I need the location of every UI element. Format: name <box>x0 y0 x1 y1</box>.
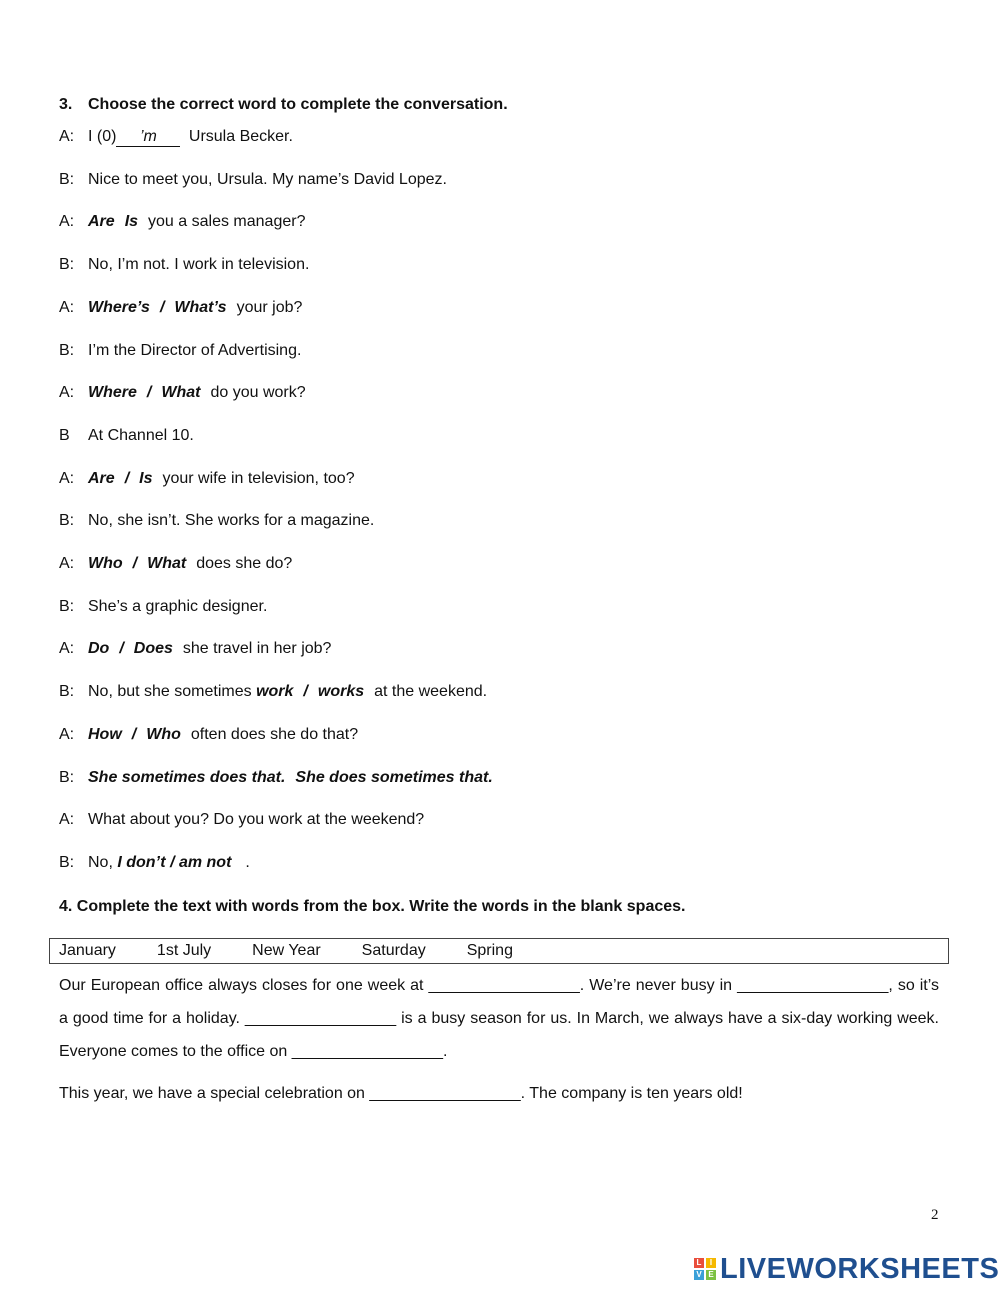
option-choice[interactable]: What <box>147 555 187 572</box>
option-choice[interactable]: Do <box>88 640 110 657</box>
dialogue-line <box>59 555 292 573</box>
dialogue-text: Ursula Becker. <box>184 128 293 145</box>
dialogue-text: No, she isn’t. She works for a magazine. <box>88 512 375 529</box>
dialogue-text: often does she do that? <box>190 726 359 743</box>
speaker-label: A: <box>59 555 75 572</box>
dialogue-line <box>59 769 499 787</box>
dialogue-line <box>59 128 293 147</box>
option-separator: / <box>131 726 137 743</box>
option-choice[interactable]: Are <box>88 213 115 230</box>
dialogue-line <box>59 726 358 744</box>
section-3-number: 3. <box>59 96 73 113</box>
word-box-item: January <box>59 942 116 959</box>
dialogue-line <box>59 213 305 231</box>
dialogue-text: She’s a graphic designer. <box>88 598 268 615</box>
logo-cube-letter: I <box>706 1258 716 1268</box>
dialogue-line <box>59 384 306 402</box>
option-choice[interactable]: What’s <box>174 299 227 316</box>
speaker-label: A: <box>59 128 75 145</box>
dialogue-text: you a sales manager? <box>148 213 306 230</box>
dialogue-line <box>59 171 447 189</box>
dialogue-line <box>59 427 194 445</box>
dialogue-text: your wife in television, too? <box>162 470 355 487</box>
logo-cube-letter: V <box>694 1270 704 1280</box>
word-box-item: New Year <box>252 942 321 959</box>
logo-cube-letter: E <box>706 1270 716 1280</box>
speaker-label: B: <box>59 512 75 529</box>
option-separator: / <box>124 470 130 487</box>
speaker-label: B: <box>59 598 75 615</box>
dialogue-text: I (0) <box>88 128 117 145</box>
option-choice[interactable]: How <box>88 726 122 743</box>
option-choice[interactable]: Where <box>88 384 137 401</box>
section-3-title: Choose the correct word to complete the conversation. <box>88 96 508 113</box>
section-4-paragraph-1: Our European office always closes for one week at _________________. We’re never busy in _________________, so it’s a good time for a holiday. _________________ is a busy season for us. In March, we always have a six-day working week. Everyone comes to the office on _________________. <box>59 977 939 1060</box>
speaker-label: B: <box>59 854 75 871</box>
option-choice[interactable]: Does <box>133 640 173 657</box>
option-choice[interactable]: work <box>256 683 294 700</box>
speaker-label: A: <box>59 726 75 743</box>
speaker-label: B <box>59 427 70 444</box>
speaker-label: A: <box>59 384 75 401</box>
option-choice[interactable]: Where’s <box>88 299 150 316</box>
dialogue-text: No, <box>88 854 118 871</box>
option-choice[interactable]: Is <box>124 213 139 230</box>
speaker-label: A: <box>59 213 75 230</box>
section-3-heading <box>59 96 508 114</box>
option-choice[interactable]: Who <box>146 726 181 743</box>
option-choice[interactable]: I don’t / am not <box>117 854 232 871</box>
option-separator: / <box>132 555 138 572</box>
option-choice[interactable]: works <box>317 683 365 700</box>
dialogue-text: do you work? <box>210 384 306 401</box>
word-box-item: Spring <box>466 942 513 959</box>
speaker-label: A: <box>59 299 75 316</box>
logo-text: LIVEWORKSHEETS <box>720 1252 1000 1285</box>
option-separator: / <box>146 384 152 401</box>
option-separator: / <box>119 640 124 657</box>
word-box-item: Saturday <box>361 942 426 959</box>
section-4-paragraph-2: This year, we have a special celebration on _________________. The company is ten years old! <box>59 1085 743 1102</box>
option-choice[interactable]: Who <box>88 555 123 572</box>
dialogue-line <box>59 683 487 701</box>
speaker-label: B: <box>59 171 75 188</box>
dialogue-line <box>59 640 331 658</box>
dialogue-text: . <box>245 854 250 871</box>
dialogue-line <box>59 512 374 530</box>
dialogue-line <box>59 811 424 829</box>
speaker-label: B: <box>59 683 75 700</box>
dialogue-line <box>59 470 355 488</box>
word-box <box>49 938 949 964</box>
speaker-label: B: <box>59 256 75 273</box>
section-4-heading: 4. Complete the text with words from the box. Write the words in the blank spaces. <box>59 898 686 915</box>
speaker-label: A: <box>59 811 75 828</box>
option-separator: / <box>159 299 165 316</box>
dialogue-text: she travel in her job? <box>182 640 332 657</box>
dialogue-text: does she do? <box>196 555 293 572</box>
word-box-item: 1st July <box>156 942 212 959</box>
option-separator: / <box>303 683 308 700</box>
dialogue-text: No, but she sometimes <box>88 683 257 700</box>
option-choice[interactable]: She sometimes does that. <box>88 769 286 786</box>
dialogue-text: No, I’m not. I work in television. <box>88 256 310 273</box>
logo-cube-icon <box>694 1258 716 1280</box>
dialogue-text: Nice to meet you, Ursula. My name’s David Lopez. <box>88 171 447 188</box>
dialogue-line <box>59 854 250 872</box>
dialogue-line <box>59 342 301 360</box>
speaker-label: B: <box>59 769 75 786</box>
dialogue-text: What about you? Do you work at the weekend? <box>88 811 425 828</box>
dialogue-text: at the weekend. <box>374 683 488 700</box>
speaker-label: B: <box>59 342 75 359</box>
option-choice[interactable]: Is <box>139 470 153 487</box>
option-choice[interactable]: Are <box>88 470 115 487</box>
liveworksheets-logo[interactable] <box>694 1253 999 1285</box>
page-number: 2 <box>931 1207 939 1223</box>
option-choice[interactable]: She does sometimes that. <box>295 769 493 786</box>
speaker-label: A: <box>59 640 75 657</box>
dialogue-text: I’m the Director of Advertising. <box>88 342 302 359</box>
dialogue-text: your job? <box>236 299 303 316</box>
dialogue-text: At Channel 10. <box>88 427 194 444</box>
dialogue-line <box>59 299 302 317</box>
logo-cube-letter: L <box>694 1258 704 1268</box>
speaker-label: A: <box>59 470 75 487</box>
answer-blank[interactable]: ’m <box>116 128 180 147</box>
dialogue-line <box>59 598 267 616</box>
dialogue-line <box>59 256 309 274</box>
option-choice[interactable]: What <box>161 384 201 401</box>
